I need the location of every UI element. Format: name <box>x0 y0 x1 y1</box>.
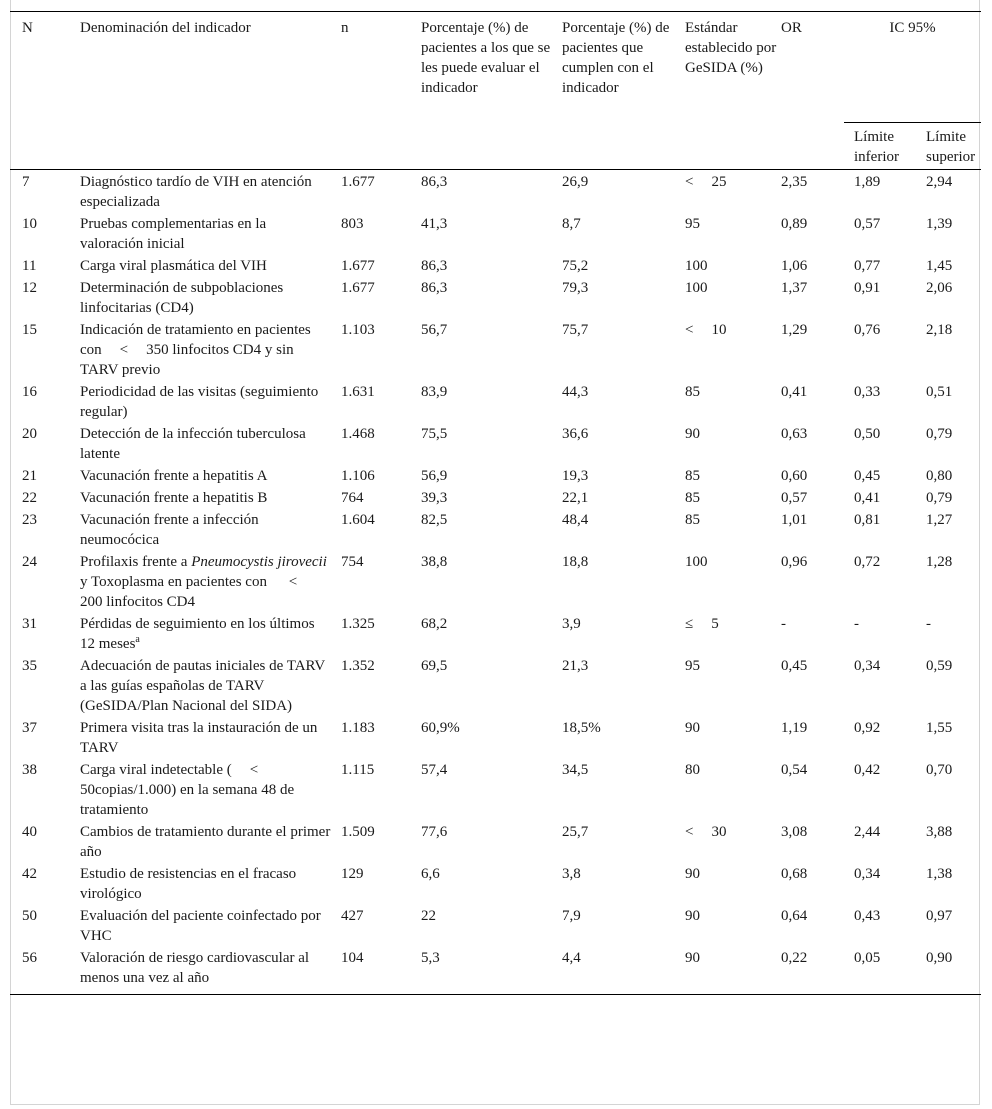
cell-n: 1.509 <box>341 824 375 840</box>
header-name: Denominación del indicador <box>80 12 341 170</box>
cell-indicator-name <box>80 508 341 550</box>
cell-indicator-name <box>80 904 341 946</box>
header-ic: IC 95% <box>844 12 981 123</box>
name-operator: < <box>119 342 129 358</box>
cell-pct-meet: 26,9 <box>562 174 589 190</box>
cell-ic-lower: 0,92 <box>854 720 881 736</box>
cell-indicator-name <box>80 654 341 716</box>
cell-n: 129 <box>341 866 364 882</box>
name-text: Periodicidad de las visitas (seguimiento regular) <box>80 384 319 420</box>
name-start: Carga viral indetectable ( <box>80 762 232 778</box>
cell-ic-upper: 0,90 <box>926 946 981 995</box>
header-ic-upper: Límite superior <box>926 123 981 170</box>
cell-indicator-name <box>80 716 341 758</box>
cell-standard <box>685 716 781 758</box>
standard-operator: ≤ <box>685 616 694 632</box>
cell-ic-lower: 0,34 <box>854 866 881 882</box>
name-rest: 50copias/1.000) en la semana 48 de tratamiento <box>80 782 295 818</box>
cell-pct-meet: 7,9 <box>562 908 581 924</box>
standard-value: 90 <box>685 908 700 924</box>
cell-pct-meet: 21,3 <box>562 658 589 674</box>
cell-or: 0,63 <box>781 426 808 442</box>
name-text: Estudio de resistencias en el fracaso virológico <box>80 866 297 902</box>
cell-pct-eval: 6,6 <box>421 866 440 882</box>
cell-indicator-name <box>80 254 341 276</box>
cell-number: 35 <box>22 658 37 674</box>
cell-pct-eval: 57,4 <box>421 762 448 778</box>
cell-pct-meet: 36,6 <box>562 426 589 442</box>
cell-pct-meet: 75,7 <box>562 322 589 338</box>
table-row <box>10 904 981 946</box>
name-text: Determinación de subpoblaciones linfocitarias (CD4) <box>80 280 284 316</box>
cell-ic-upper: - <box>926 616 931 632</box>
cell-pct-eval: 60,9% <box>421 720 460 736</box>
cell-or: 1,29 <box>781 322 808 338</box>
cell-pct-meet: 8,7 <box>562 216 581 232</box>
cell-number: 10 <box>22 216 37 232</box>
cell-ic-upper: 0,79 <box>926 426 953 442</box>
cell-ic-lower: - <box>854 616 859 632</box>
standard-value: 10 <box>711 322 727 338</box>
table-row <box>10 508 981 550</box>
cell-ic-lower: 0,81 <box>854 512 881 528</box>
standard-operator: < <box>685 174 694 190</box>
cell-indicator-name <box>80 946 341 995</box>
cell-indicator-name <box>80 486 341 508</box>
cell-or: 1,01 <box>781 512 808 528</box>
cell-ic-upper: 1,45 <box>926 258 953 274</box>
cell-ic-upper: 2,94 <box>926 174 953 190</box>
cell-standard <box>685 212 781 254</box>
cell-number: 7 <box>22 174 30 190</box>
name-text: Pérdidas de seguimiento en los últimos 12 meses <box>80 616 315 652</box>
standard-value: 85 <box>685 490 700 506</box>
table-row <box>10 550 981 612</box>
table-row <box>10 820 981 862</box>
cell-ic-lower: 0,77 <box>854 258 881 274</box>
cell-ic-lower: 0,33 <box>854 384 881 400</box>
cell-or: 0,45 <box>781 658 808 674</box>
cell-number: 23 <box>22 512 37 528</box>
cell-standard <box>685 422 781 464</box>
cell-number: 42 <box>22 866 37 882</box>
name-suffix: y Toxoplasma en pacientes con <box>80 574 267 590</box>
cell-standard <box>685 820 781 862</box>
cell-ic-upper: 0,80 <box>926 468 953 484</box>
cell-n: 1.631 <box>341 384 375 400</box>
cell-indicator-name <box>80 820 341 862</box>
cell-ic-lower: 0,43 <box>854 908 881 924</box>
standard-value: 90 <box>685 866 700 882</box>
standard-value: 90 <box>685 720 700 736</box>
header-n: N <box>10 12 80 170</box>
name-text: Vacunación frente a hepatitis A <box>80 468 268 484</box>
cell-or: 0,54 <box>781 762 808 778</box>
cell-ic-lower: 0,76 <box>854 322 881 338</box>
cell-pct-eval: 75,5 <box>421 426 448 442</box>
standard-value: 85 <box>685 384 700 400</box>
cell-pct-eval: 38,8 <box>421 554 448 570</box>
cell-number: 38 <box>22 762 37 778</box>
cell-number: 11 <box>22 258 37 274</box>
cell-standard <box>685 946 781 995</box>
cell-or: 3,08 <box>781 824 808 840</box>
cell-ic-upper: 0,51 <box>926 384 953 400</box>
cell-n: 1.183 <box>341 720 375 736</box>
cell-or: 0,64 <box>781 908 808 924</box>
cell-pct-meet: 25,7 <box>562 824 589 840</box>
cell-pct-meet: 34,5 <box>562 762 589 778</box>
name-operator: < <box>249 762 259 778</box>
cell-number: 37 <box>22 720 37 736</box>
cell-n: 1.325 <box>341 616 375 632</box>
table-row <box>10 422 981 464</box>
standard-operator: < <box>685 824 694 840</box>
cell-standard <box>685 380 781 422</box>
cell-n: 1.103 <box>341 322 375 338</box>
header-count: n <box>341 12 421 170</box>
cell-ic-lower: 0,72 <box>854 554 881 570</box>
name-rest: 200 linfocitos CD4 <box>80 594 195 610</box>
cell-or: 1,37 <box>781 280 808 296</box>
cell-standard <box>685 904 781 946</box>
cell-number: 15 <box>22 322 37 338</box>
cell-standard <box>685 464 781 486</box>
cell-standard <box>685 508 781 550</box>
cell-n: 1.677 <box>341 258 375 274</box>
cell-pct-meet: 48,4 <box>562 512 589 528</box>
cell-ic-upper: 1,28 <box>926 554 953 570</box>
cell-standard <box>685 862 781 904</box>
standard-value: 25 <box>711 174 727 190</box>
header-standard: Estándar establecido por GeSIDA (%) <box>685 12 781 170</box>
table-row <box>10 654 981 716</box>
cell-or: 0,89 <box>781 216 808 232</box>
table-row <box>10 318 981 380</box>
cell-ic-lower: 0,57 <box>854 216 881 232</box>
standard-value: 80 <box>685 762 700 778</box>
cell-ic-upper: 1,55 <box>926 720 953 736</box>
cell-ic-upper: 1,38 <box>926 866 953 882</box>
standard-value: 100 <box>685 280 708 296</box>
table-row <box>10 758 981 820</box>
table-body <box>10 170 981 995</box>
cell-standard <box>685 654 781 716</box>
cell-pct-meet: 44,3 <box>562 384 589 400</box>
cell-n: 803 <box>341 216 364 232</box>
table-row <box>10 862 981 904</box>
cell-ic-upper: 0,70 <box>926 762 953 778</box>
cell-pct-eval: 83,9 <box>421 384 448 400</box>
standard-value: 100 <box>685 258 708 274</box>
cell-ic-upper: 0,97 <box>926 908 953 924</box>
cell-ic-upper: 0,79 <box>926 490 953 506</box>
cell-number: 12 <box>22 280 37 296</box>
cell-pct-meet: 18,5% <box>562 720 601 736</box>
cell-or: 1,19 <box>781 720 808 736</box>
standard-value: 30 <box>711 824 727 840</box>
standard-value: 100 <box>685 554 708 570</box>
cell-pct-eval: 22 <box>421 908 436 924</box>
cell-pct-meet: 3,9 <box>562 616 581 632</box>
cell-standard <box>685 170 781 213</box>
name-operator: < <box>288 574 298 590</box>
cell-pct-meet: 4,4 <box>562 946 685 995</box>
table-row <box>10 212 981 254</box>
cell-n: 1.115 <box>341 762 375 778</box>
cell-indicator-name <box>80 612 341 654</box>
cell-ic-lower: 0,34 <box>854 658 881 674</box>
cell-number: 21 <box>22 468 37 484</box>
standard-value: 95 <box>685 658 700 674</box>
cell-standard <box>685 550 781 612</box>
name-text: Vacunación frente a hepatitis B <box>80 490 268 506</box>
name-text: Valoración de riesgo cardiovascular al menos una vez al año <box>80 950 310 986</box>
name-text: Vacunación frente a infección neumocócica <box>80 512 259 548</box>
cell-ic-lower: 2,44 <box>854 824 881 840</box>
name-text: Detección de la infección tuberculosa latente <box>80 426 306 462</box>
cell-n: 1.468 <box>341 426 375 442</box>
cell-n: 1.677 <box>341 280 375 296</box>
standard-value: 5 <box>711 616 719 632</box>
name-prefix: Profilaxis frente a <box>80 554 192 570</box>
cell-number: 40 <box>22 824 37 840</box>
cell-pct-eval: 86,3 <box>421 258 448 274</box>
table-row <box>10 946 981 995</box>
table-row <box>10 612 981 654</box>
cell-number: 24 <box>22 554 37 570</box>
cell-pct-eval: 86,3 <box>421 280 448 296</box>
name-rest: 350 linfocitos CD4 y sin TARV previo <box>80 342 294 378</box>
cell-ic-upper: 0,59 <box>926 658 953 674</box>
cell-pct-eval: 86,3 <box>421 174 448 190</box>
cell-pct-eval: 69,5 <box>421 658 448 674</box>
indicator-table <box>10 11 981 995</box>
cell-or: 2,35 <box>781 174 808 190</box>
cell-ic-lower: 0,91 <box>854 280 881 296</box>
cell-ic-lower: 0,05 <box>844 946 926 995</box>
name-text: Adecuación de pautas iniciales de TARV a las guías españolas de TARV (GeSIDA/Plan Nacional del SIDA) <box>80 658 325 714</box>
cell-indicator-name <box>80 276 341 318</box>
cell-ic-upper: 2,06 <box>926 280 953 296</box>
cell-indicator-name <box>80 212 341 254</box>
cell-n: 1.106 <box>341 468 375 484</box>
cell-ic-lower: 1,89 <box>854 174 881 190</box>
table-row <box>10 716 981 758</box>
cell-or: 0,68 <box>781 866 808 882</box>
name-start: Indicación de tratamiento en pacientes con <box>80 322 311 358</box>
cell-n: 754 <box>341 554 364 570</box>
cell-number: 56 <box>10 946 80 995</box>
name-text: Diagnóstico tardío de VIH en atención especializada <box>80 174 312 210</box>
cell-n: 1.604 <box>341 512 375 528</box>
table-row <box>10 254 981 276</box>
name-text: Primera visita tras la instauración de un TARV <box>80 720 318 756</box>
table-header <box>10 12 981 170</box>
cell-number: 22 <box>22 490 37 506</box>
cell-pct-eval: 68,2 <box>421 616 448 632</box>
cell-number: 50 <box>22 908 37 924</box>
cell-pct-meet: 19,3 <box>562 468 589 484</box>
cell-pct-meet: 79,3 <box>562 280 589 296</box>
cell-n: 1.677 <box>341 174 375 190</box>
cell-standard <box>685 758 781 820</box>
cell-ic-lower: 0,45 <box>854 468 881 484</box>
cell-or: 0,57 <box>781 490 808 506</box>
cell-ic-upper: 2,18 <box>926 322 953 338</box>
cell-pct-meet: 75,2 <box>562 258 589 274</box>
cell-standard <box>685 612 781 654</box>
table-row <box>10 380 981 422</box>
table-row <box>10 170 981 213</box>
cell-pct-meet: 3,8 <box>562 866 581 882</box>
cell-or: 0,22 <box>781 946 844 995</box>
cell-or: 0,41 <box>781 384 808 400</box>
name-text: Pruebas complementarias en la valoración inicial <box>80 216 267 252</box>
cell-pct-meet: 22,1 <box>562 490 589 506</box>
cell-pct-eval: 41,3 <box>421 216 448 232</box>
cell-pct-eval: 82,5 <box>421 512 448 528</box>
name-italic: Pneumocystis jirovecii <box>191 554 327 570</box>
cell-or: 1,06 <box>781 258 808 274</box>
table-row <box>10 276 981 318</box>
header-pct-eval: Porcentaje (%) de pacientes a los que se les puede evaluar el indicador <box>421 12 562 170</box>
standard-operator: < <box>685 322 694 338</box>
cell-pct-eval: 5,3 <box>421 946 562 995</box>
cell-number: 20 <box>22 426 37 442</box>
table-row <box>10 486 981 508</box>
cell-number: 31 <box>22 616 37 632</box>
standard-value: 90 <box>685 426 700 442</box>
cell-or: 0,60 <box>781 468 808 484</box>
cell-ic-lower: 0,41 <box>854 490 881 506</box>
cell-standard <box>685 254 781 276</box>
cell-indicator-name <box>80 380 341 422</box>
standard-value: 90 <box>685 950 700 966</box>
cell-indicator-name <box>80 464 341 486</box>
cell-standard <box>685 318 781 380</box>
cell-indicator-name <box>80 170 341 213</box>
standard-value: 95 <box>685 216 700 232</box>
cell-indicator-name <box>80 318 341 380</box>
header-pct-meet: Porcentaje (%) de pacientes que cumplen con el indicador <box>562 12 685 170</box>
cell-pct-eval: 77,6 <box>421 824 448 840</box>
cell-pct-meet: 18,8 <box>562 554 589 570</box>
cell-ic-upper: 1,27 <box>926 512 953 528</box>
standard-value: 85 <box>685 512 700 528</box>
cell-ic-upper: 3,88 <box>926 824 953 840</box>
cell-indicator-name <box>80 550 341 612</box>
cell-indicator-name <box>80 758 341 820</box>
cell-ic-lower: 0,42 <box>854 762 881 778</box>
cell-or: 0,96 <box>781 554 808 570</box>
cell-pct-eval: 56,7 <box>421 322 448 338</box>
cell-number: 16 <box>22 384 37 400</box>
cell-indicator-name <box>80 862 341 904</box>
header-ic-lower: Límite inferior <box>844 123 926 170</box>
cell-n: 764 <box>341 490 364 506</box>
header-or: OR <box>781 12 844 170</box>
cell-indicator-name <box>80 422 341 464</box>
name-text: Cambios de tratamiento durante el primer año <box>80 824 331 860</box>
cell-n: 427 <box>341 908 364 924</box>
cell-ic-upper: 1,39 <box>926 216 953 232</box>
table-row <box>10 464 981 486</box>
cell-pct-eval: 39,3 <box>421 490 448 506</box>
cell-or: - <box>781 616 786 632</box>
cell-ic-lower: 0,50 <box>854 426 881 442</box>
cell-pct-eval: 56,9 <box>421 468 448 484</box>
footnote-mark: a <box>135 634 140 645</box>
name-text: Evaluación del paciente coinfectado por VHC <box>80 908 321 944</box>
standard-value: 85 <box>685 468 700 484</box>
cell-standard <box>685 276 781 318</box>
name-text: Carga viral plasmática del VIH <box>80 258 267 274</box>
cell-n: 1.352 <box>341 658 375 674</box>
cell-standard <box>685 486 781 508</box>
cell-n: 104 <box>341 946 421 995</box>
